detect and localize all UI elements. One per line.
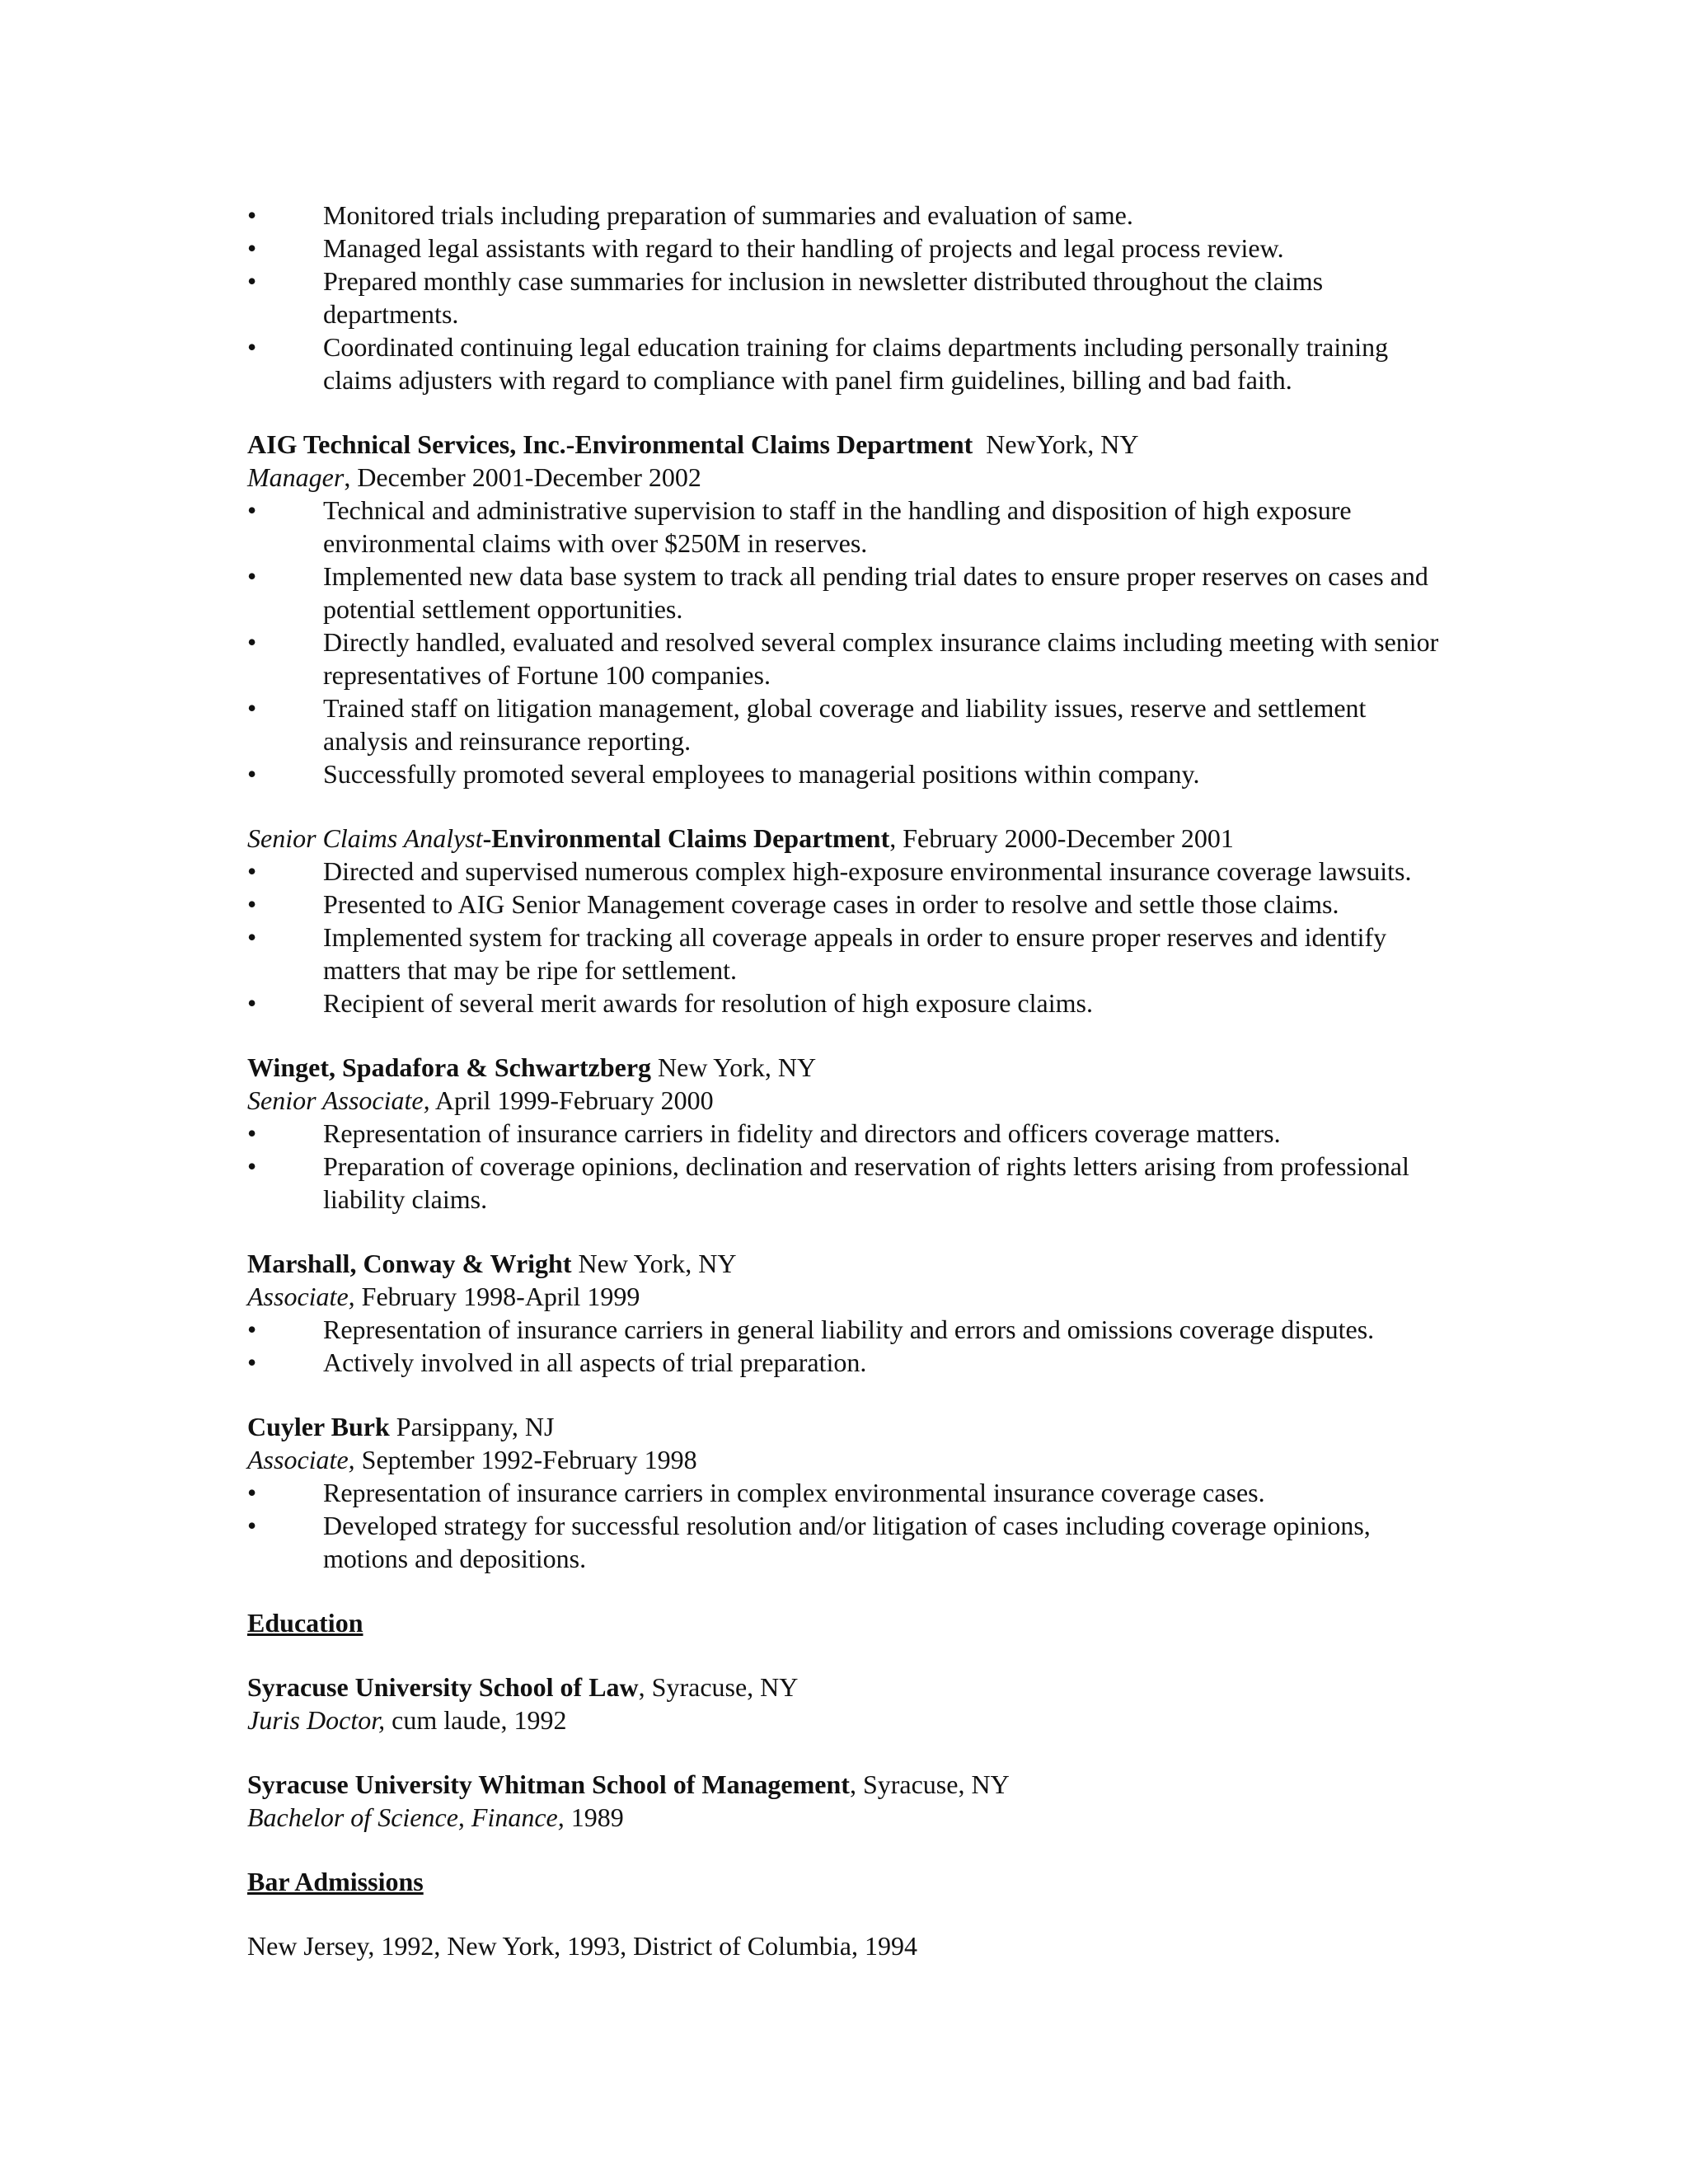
bullet-item: • Recipient of several merit awards for resolution of high exposure claims. [247,988,1093,1018]
employer-name: AIG Technical Services, Inc.-Environmental Claims Department [247,429,973,459]
bullet-item: • Presented to AIG Senior Management coverage cases in order to resolve and settle those claims. [247,889,1339,919]
bullet-icon: • [247,266,257,296]
school-name: Syracuse University School of Law [247,1672,639,1702]
bullet-icon: • [247,1511,257,1540]
bar-admissions-heading: Bar Admissions [247,1867,424,1896]
cuyler-bullets [247,1476,1451,1575]
bar-admissions-text: New Jersey, 1992, New York, 1993, District of Columbia, 1994 [247,1931,917,1961]
law-school-line [247,1671,1451,1704]
aig-senior-bullets [247,855,1451,1019]
mgmt-degree-line [247,1801,1451,1834]
aig-employer-line [247,428,1451,461]
cuyler-position [247,1443,1451,1476]
position-dates: , December 2001-December 2002 [344,462,701,492]
employer-location: New York, NY [651,1052,817,1082]
bullet-icon: • [247,693,257,723]
bullet-item: • Preparation of coverage opinions, declination and reservation of rights letters arising from professional liability claims. [247,1151,1409,1214]
position-title: Manager [247,462,345,492]
bullet-item: • Monitored trials including preparation of summaries and evaluation of same. [247,200,1133,230]
bullet-item: • Directly handled, evaluated and resolved several complex insurance claims including meeting with senior representatives of Fortune 100 companies. [247,627,1439,690]
aig-manager-bullets [247,494,1451,790]
employer-name: Cuyler Burk [247,1412,390,1441]
degree-name: Bachelor of Science, Finance, [247,1802,565,1832]
position-title: Associate, [247,1282,355,1311]
bullet-icon: • [247,233,257,263]
aig-manager-position [247,461,1451,494]
bullet-item: • Developed strategy for successful resolution and/or litigation of cases including coverage opinions, motions and depositions. [247,1511,1371,1573]
employer-name: Winget, Spadafora & Schwartzberg [247,1052,652,1082]
bullet-icon: • [247,495,257,525]
bullet-icon: • [247,1478,257,1507]
bullet-icon: • [247,1347,257,1377]
education-heading: Education [247,1608,363,1638]
position-dates: , February 2000-December 2001 [889,823,1234,853]
position-title: Associate, [247,1445,355,1474]
bullet-icon: • [247,922,257,952]
bullet-item: • Representation of insurance carriers in fidelity and directors and officers coverage matters. [247,1118,1281,1148]
aig-senior-position [247,822,1451,855]
bullet-item: • Representation of insurance carriers in complex environmental insurance coverage cases. [247,1478,1265,1507]
mgmt-school-line [247,1768,1451,1801]
bullet-item: • Successfully promoted several employees to managerial positions within company. [247,759,1200,789]
employer-location: Parsippany, NJ [389,1412,555,1441]
school-location: , Syracuse, NY [638,1672,799,1702]
employer-location: NewYork, NY [986,429,1139,459]
bullet-icon: • [247,561,257,591]
bullet-icon: • [247,1315,257,1344]
employer-name: Marshall, Conway & Wright [247,1249,572,1278]
bullet-icon: • [247,332,257,362]
bullet-icon: • [247,856,257,886]
position-department: -Environmental Claims Department [482,823,890,853]
bullet-item: • Prepared monthly case summaries for inclusion in newsletter distributed throughout the claims departments. [247,266,1324,329]
law-degree-line [247,1704,1451,1736]
bullet-item: • Actively involved in all aspects of trial preparation. [247,1347,867,1377]
winget-position [247,1084,1451,1117]
bullet-icon: • [247,988,257,1018]
bullet-icon: • [247,200,257,230]
intro-bullet-list [247,199,1451,396]
degree-detail: cum laude, 1992 [385,1705,567,1735]
marshall-position [247,1280,1451,1313]
bullet-item: • Representation of insurance carriers in general liability and errors and omissions coverage disputes. [247,1315,1375,1344]
degree-name: Juris Doctor, [247,1705,386,1735]
school-location: , Syracuse, NY [849,1769,1010,1799]
bullet-icon: • [247,627,257,657]
bullet-icon: • [247,1118,257,1148]
bullet-item: • Implemented new data base system to track all pending trial dates to ensure proper reserves on cases and potential settlement opportunities. [247,561,1428,624]
position-dates: April 1999-February 2000 [429,1085,714,1115]
bullet-item: • Technical and administrative supervision to staff in the handling and disposition of high exposure environmental claims with over $250M in reserves. [247,495,1352,558]
bullet-icon: • [247,1151,257,1181]
position-dates: February 1998-April 1999 [354,1282,640,1311]
degree-detail: 1989 [564,1802,624,1832]
bullet-icon: • [247,889,257,919]
bullet-item: • Directed and supervised numerous complex high-exposure environmental insurance coverage lawsuits. [247,856,1412,886]
marshall-bullets [247,1313,1451,1379]
bullet-item: • Trained staff on litigation management, global coverage and liability issues, reserve and settlement analysis and reinsurance reporting. [247,693,1367,756]
bullet-icon: • [247,759,257,789]
school-name: Syracuse University Whitman School of Management [247,1769,850,1799]
winget-bullets [247,1117,1451,1216]
resume-page [247,199,1451,1962]
cuyler-employer-line [247,1410,1451,1443]
bullet-item: • Implemented system for tracking all coverage appeals in order to ensure proper reserves and identify matters that may be ripe for settlement. [247,922,1387,985]
position-title: Senior Claims Analyst [247,823,483,853]
winget-employer-line [247,1051,1451,1084]
position-dates: September 1992-February 1998 [354,1445,697,1474]
bullet-item: • Managed legal assistants with regard to their handling of projects and legal process review. [247,233,1284,263]
position-title: Senior Associate, [247,1085,430,1115]
marshall-employer-line [247,1247,1451,1280]
bullet-item: • Coordinated continuing legal education training for claims departments including personally training claims adjusters with regard to compliance with panel firm guidelines, billing and bad faith. [247,332,1389,395]
employer-location: New York, NY [571,1249,737,1278]
